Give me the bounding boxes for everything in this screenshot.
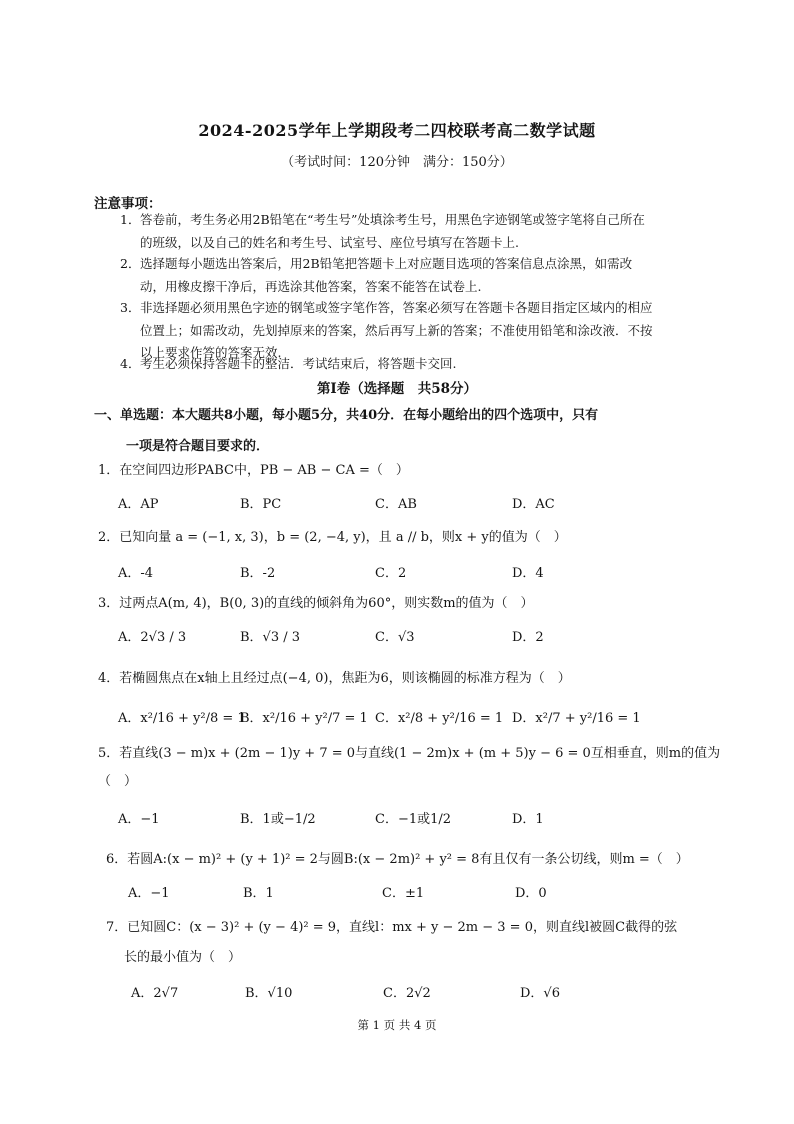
question-3-stem: 3．过两点A(m, 4)，B(0, 3)的直线的倾斜角为60°，则实数m的值为（ ） — [98, 596, 534, 611]
note-text: 非选择题必须用黑色字迹的钢笔或签字笔作答，答案必须写在答题卡各题目指定区域内的相应位置上；如需改动，先划掉原来的答案，然后再写上新的答案；不准使用铅笔和涂改液．不按以上要求作答的答案无效. — [140, 300, 653, 360]
question-7-option-d: D．√6 — [520, 986, 560, 1001]
question-7-option-b: B．√10 — [245, 986, 293, 1001]
question-3-option-b: B．√3 / 3 — [240, 630, 301, 645]
question-5-option-b: B．1或−1/2 — [240, 812, 316, 827]
question-6-option-d: D．0 — [515, 886, 547, 901]
question-1-option-c: C．AB — [375, 497, 417, 512]
question-4-option-d: D．x²/7 + y²/16 = 1 — [512, 711, 641, 726]
question-4-option-c: C．x²/8 + y²/16 = 1 — [375, 711, 504, 726]
section-heading — [94, 400, 664, 462]
question-1-option-d: D．AC — [512, 497, 555, 512]
note-number: 1． — [120, 212, 141, 227]
question-6-option-a: A．−1 — [128, 886, 170, 901]
question-7-stem: 7．已知圆C：(x − 3)² + (y − 4)² = 9，直线l：mx + y − 2m − 3 = 0，则直线l被圆C截得的弦 — [106, 920, 678, 935]
question-4-option-b: B．x²/16 + y²/7 = 1 — [240, 711, 368, 726]
note-item-4 — [120, 353, 655, 376]
note-number: 4． — [120, 356, 141, 371]
question-4-option-a: A．x²/16 + y²/8 = 1 — [118, 711, 246, 726]
question-2-option-b: B．-2 — [240, 566, 276, 581]
question-6-option-c: C．±1 — [382, 886, 425, 901]
question-1-option-b: B．PC — [240, 497, 282, 512]
part-title: 第Ⅰ卷（选择题 共58分） — [316, 381, 478, 397]
note-number: 3． — [120, 300, 141, 315]
question-2-option-a: A．-4 — [118, 566, 154, 581]
note-number: 2． — [120, 256, 141, 271]
question-7-option-a: A．2√7 — [131, 986, 179, 1001]
question-5-option-c: C．−1或1/2 — [375, 812, 452, 827]
question-5-option-a: A．−1 — [118, 812, 160, 827]
question-3-option-c: C．√3 — [375, 630, 415, 645]
question-2-option-d: D．4 — [512, 566, 544, 581]
question-1-stem: 1．在空间四边形PABC中，PB − AB − CA =（ ） — [98, 463, 409, 478]
question-6-stem: 6．若圆A:(x − m)² + (y + 1)² = 2与圆B:(x − 2m)² + y² = 8有且仅有一条公切线，则m =（ ） — [106, 852, 689, 867]
notes-heading: 注意事项： — [94, 196, 162, 212]
question-6-option-b: B．1 — [243, 886, 274, 901]
question-3-option-d: D．2 — [512, 630, 544, 645]
question-7-option-c: C．2√2 — [383, 986, 431, 1001]
note-item-2 — [120, 253, 655, 298]
question-3-option-a: A．2√3 / 3 — [118, 630, 187, 645]
note-text: 答卷前，考生务必用2B铅笔在“考生号”处填涂考生号，用黑色字迹钢笔或签字笔将自己所在的班级，以及自己的姓名和考生号、试室号、座位号填写在答题卡上. — [140, 212, 645, 250]
question-2-stem: 2．已知向量 a = (−1, x, 3)，b = (2, −4, y)，且 a // b，则x + y的值为（ ） — [98, 530, 567, 545]
question-5-stem: 5．若直线(3 − m)x + (2m − 1)y + 7 = 0与直线(1 − 2m)x + (m + 5)y − 6 = 0互相垂直，则m的值为 — [98, 746, 721, 761]
note-text: 选择题每小题选出答案后，用2B铅笔把答题卡上对应题目选项的答案信息点涂黑，如需改动，用橡皮擦干净后，再选涂其他答案，答案不能答在试卷上. — [140, 256, 633, 294]
section-line-2: 一项是符合题目要求的． — [126, 439, 270, 454]
exam-title: 2024-2025学年上学期段考二四校联考高二数学试题 — [198, 121, 596, 140]
question-5-option-d: D．1 — [512, 812, 544, 827]
exam-subtitle: （考试时间：120分钟 满分：150分） — [281, 155, 513, 170]
note-text: 考生必须保持答题卡的整洁．考试结束后，将答题卡交回. — [140, 356, 457, 371]
question-7-stem-cont: 长的最小值为（ ） — [124, 950, 242, 965]
section-line-1: 一、单选题：本大题共8小题，每小题5分，共40分．在每小题给出的四个选项中，只有 — [94, 408, 599, 423]
page-footer: 第 1 页 共 4 页 — [357, 1018, 437, 1032]
note-item-1 — [120, 209, 655, 254]
question-2-option-c: C．2 — [375, 566, 407, 581]
question-4-stem: 4．若椭圆焦点在x轴上且经过点(−4, 0)，焦距为6，则该椭圆的标准方程为（ ） — [98, 671, 571, 686]
question-5-stem-cont: （ ） — [98, 774, 138, 789]
question-1-option-a: A．AP — [118, 497, 159, 512]
